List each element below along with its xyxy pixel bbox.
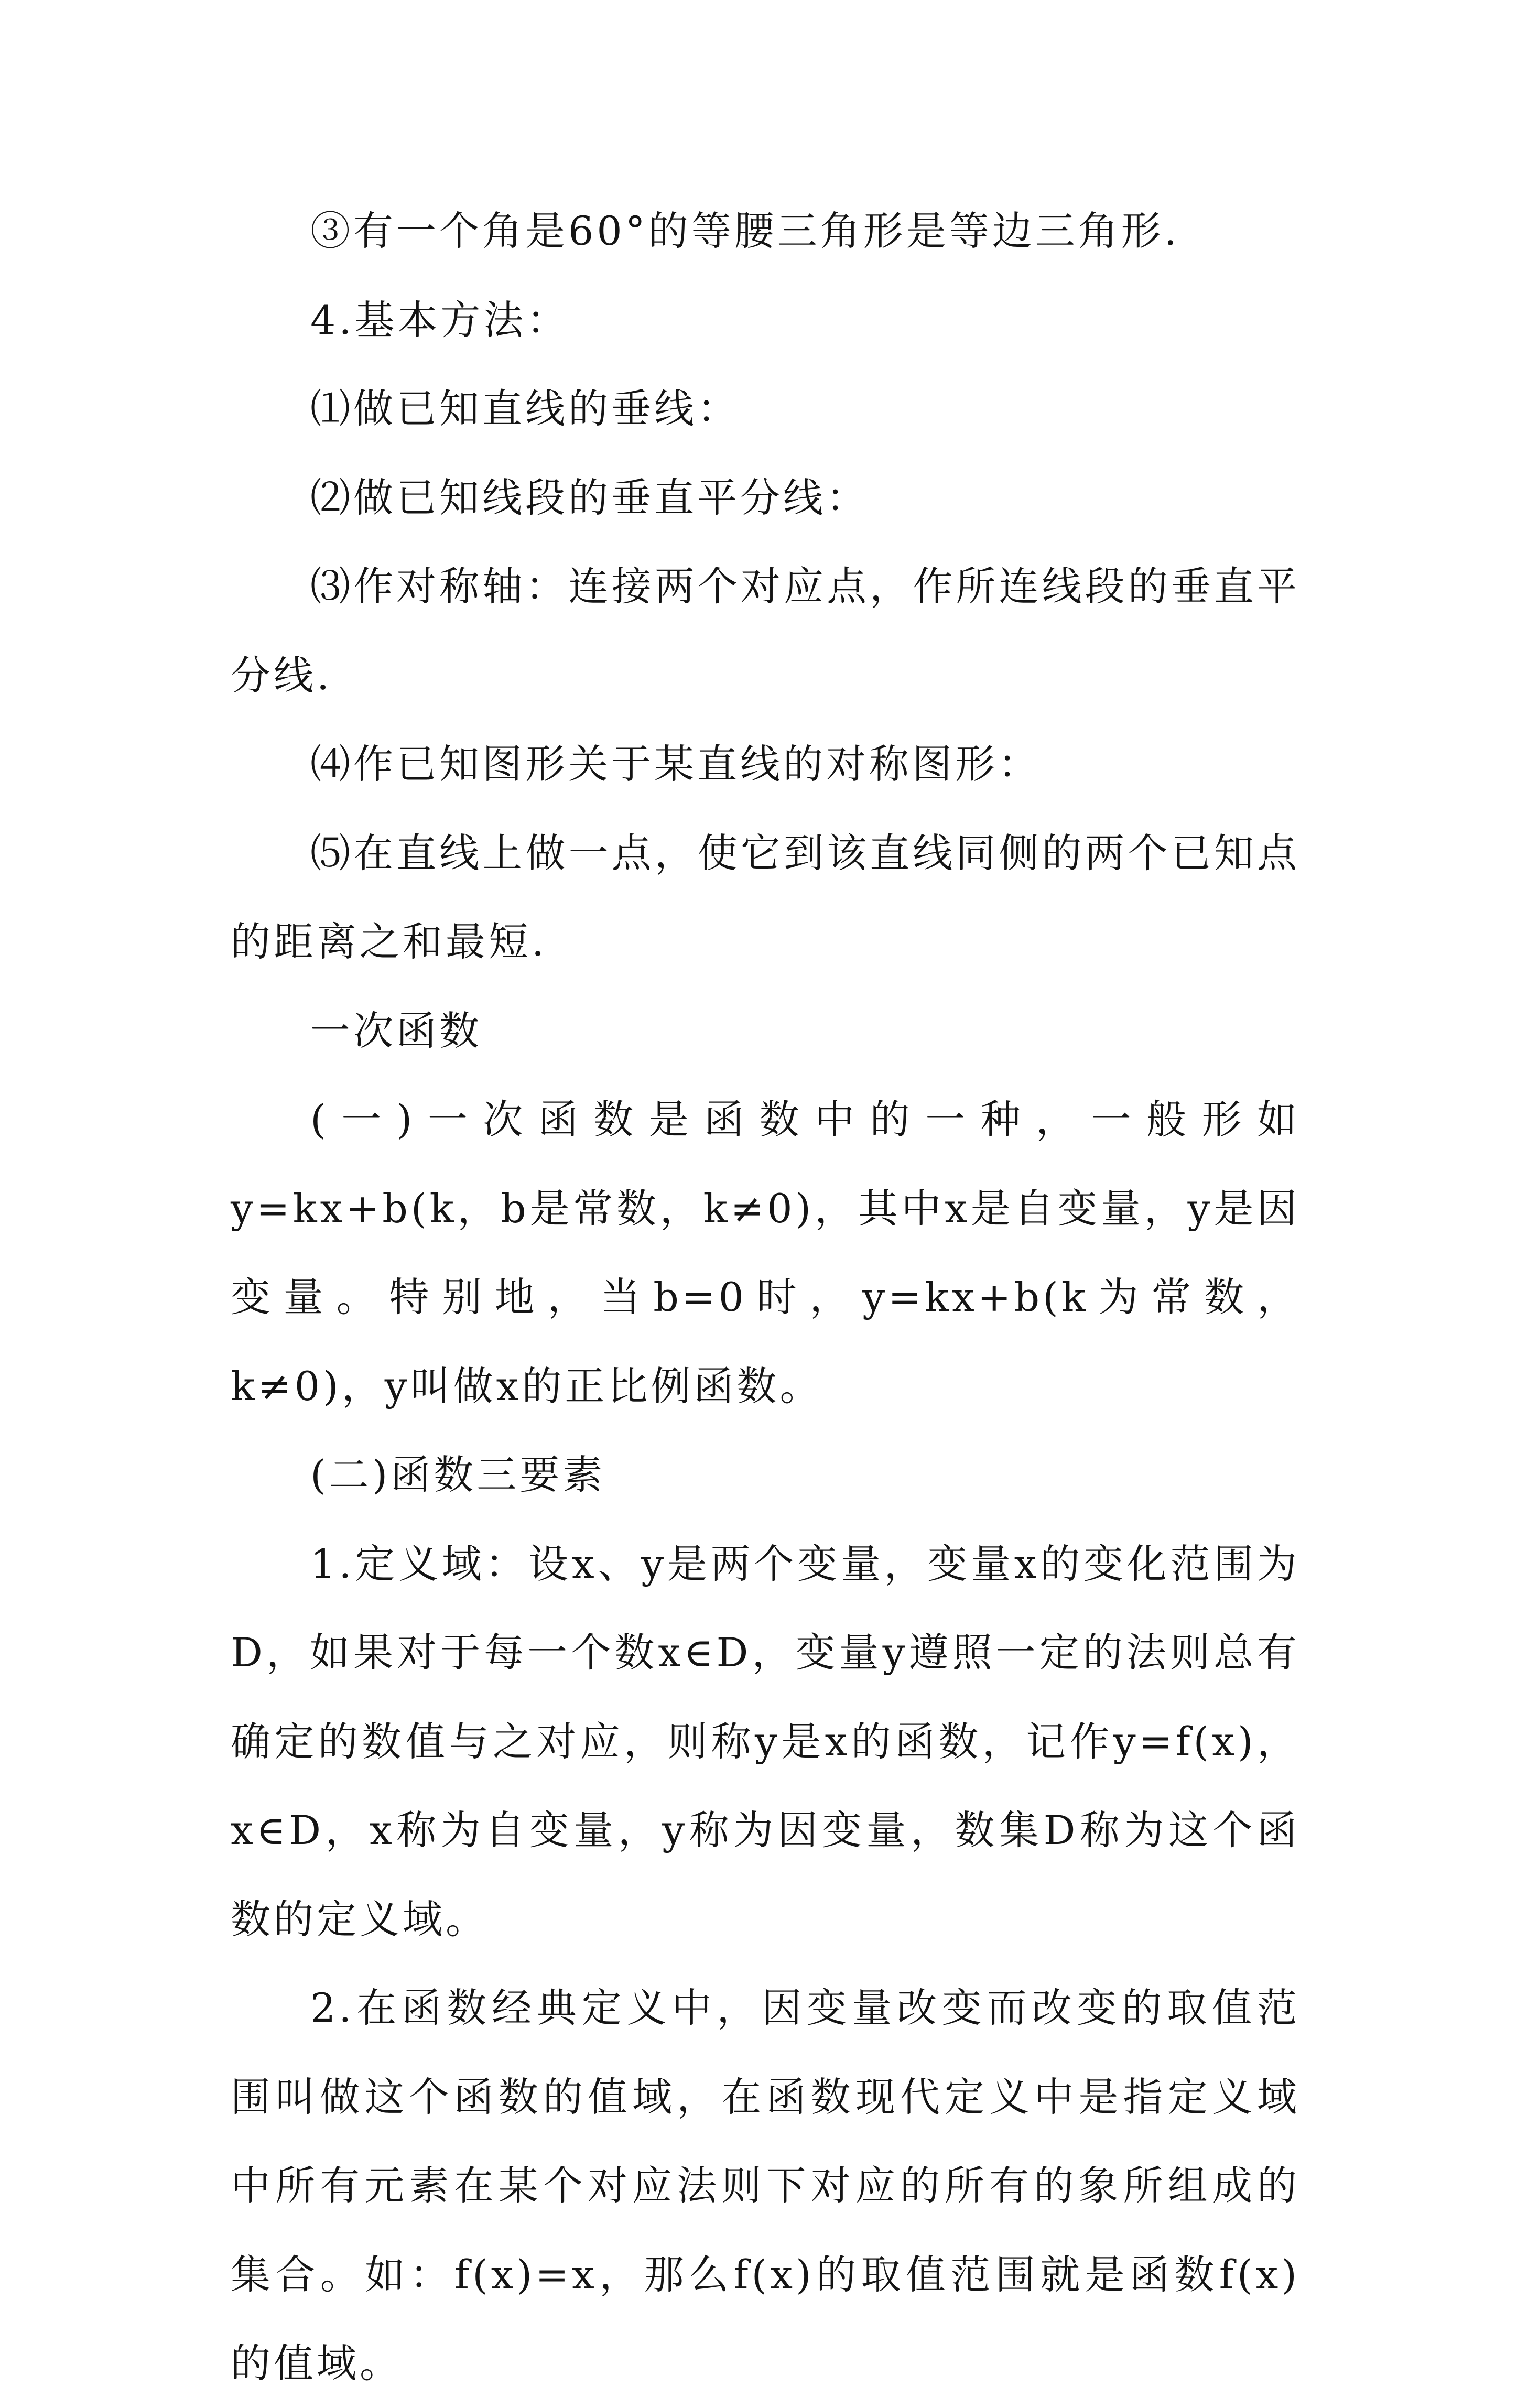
paragraph-linear-function-definition: (一)一次函数是函数中的一种，一般形如y=kx+b(k，b是常数，k≠0)，其中x是自变量，y是因变量。特别地，当b=0时，y=kx+b(k为常数，k≠0)，y叫做x的正比例函数。 [231,1096,1300,1409]
document-page [231,187,1300,2408]
paragraph-range-definition: 2.在函数经典定义中，因变量改变而改变的取值范围叫做这个函数的值域，在函数现代定义中是指定义域中所有元素在某个对应法则下对应的所有的象所组成的集合。如：f(x)=x，那么f(x)的取值范围就是函数f(x)的值域。 [231,1984,1300,2387]
method-item-2: ⑵做已知线段的垂直平分线： [310,474,869,521]
method-item-4: ⑷作已知图形关于某直线的对称图形： [310,741,1041,787]
heading-function-three-elements: (二)函数三要素 [310,1451,606,1498]
heading-basic-methods: 4.基本方法： [310,296,570,343]
method-item-3: ⑶作对称轴：连接两个对应点，作所连线段的垂直平分线. [231,563,1300,699]
paragraph-domain-definition: 1.定义域：设x、y是两个变量，变量x的变化范围为D，如果对于每一个数x∈D，变量y遵照一定的法则总有确定的数值与之对应，则称y是x的函数，记作y=f(x)，x∈D，x称为自变量，y称为因变量，数集D称为这个函数的定义域。 [231,1540,1300,1943]
section-heading-linear-function: 一次函数 [310,1007,482,1054]
paragraph-equilateral-rule: ③有一个角是60°的等腰三角形是等边三角形. [310,208,1180,254]
method-item-5: ⑸在直线上做一点，使它到该直线同侧的两个已知点的距离之和最短. [231,829,1300,965]
method-item-1: ⑴做已知直线的垂线： [310,385,740,432]
